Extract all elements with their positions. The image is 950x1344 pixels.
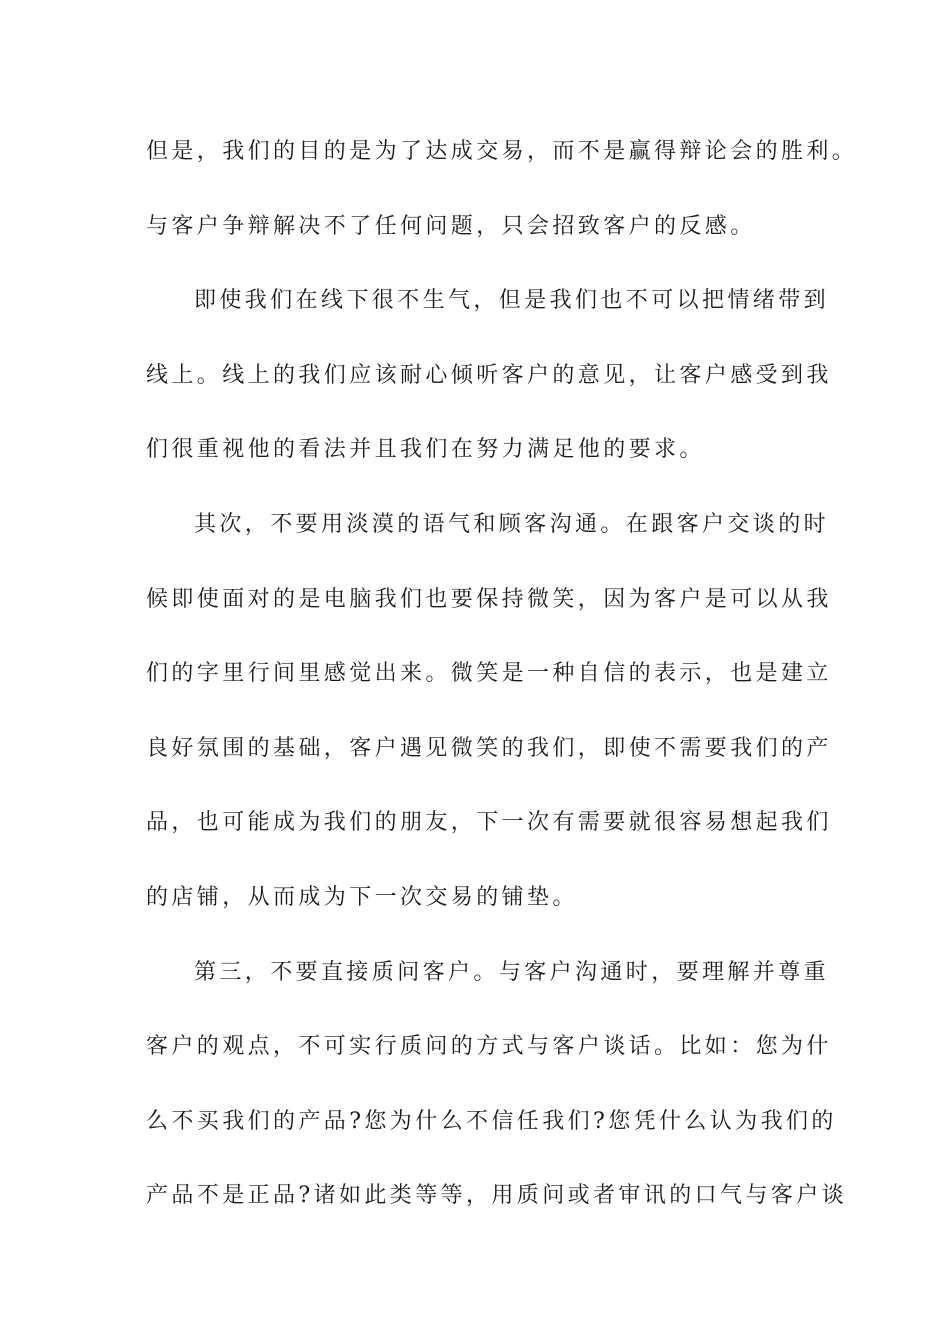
text-line: 线上。线上的我们应该耐心倾听客户的意见，让客户感受到我 (146, 362, 832, 388)
text-line: 们的字里行间里感觉出来。微笑是一种自信的表示，也是建立 (146, 661, 832, 687)
text-line: 与客户争辩解决不了任何问题，只会招致客户的反感。 (146, 213, 756, 239)
text-line: 品，也可能成为我们的朋友，下一次有需要就很容易想起我们 (146, 810, 832, 836)
text-line: 但是，我们的目的是为了达成交易，而不是赢得辩论会的胜利。 (146, 139, 858, 164)
paragraph-first-line: 第三，不要直接质问客户。与客户沟通时，要理解并尊重 (194, 959, 830, 985)
text-line: 良好氛围的基础，客户遇见微笑的我们，即使不需要我们的产 (146, 735, 832, 761)
text-line: 们很重视他的看法并且我们在努力满足他的要求。 (146, 437, 705, 463)
document-body (146, 126, 858, 1245)
text-line: 客户的观点，不可实行质问的方式与客户谈话。比如：您为什 (146, 1034, 832, 1060)
text-line: 么不买我们的产品?您为什么不信任我们?您凭什么认为我们的 (146, 1108, 837, 1134)
paragraph-first-line: 即使我们在线下很不生气，但是我们也不可以把情绪带到 (194, 288, 830, 314)
paragraph-first-line: 其次，不要用淡漠的语气和顾客沟通。在跟客户交谈的时 (194, 511, 830, 537)
text-line: 的店铺，从而成为下一次交易的铺垫。 (146, 884, 578, 910)
text-line: 候即使面对的是电脑我们也要保持微笑，因为客户是可以从我 (146, 586, 832, 612)
text-line: 产品不是正品?诸如此类等等，用质问或者审讯的口气与客户谈 (146, 1183, 847, 1209)
